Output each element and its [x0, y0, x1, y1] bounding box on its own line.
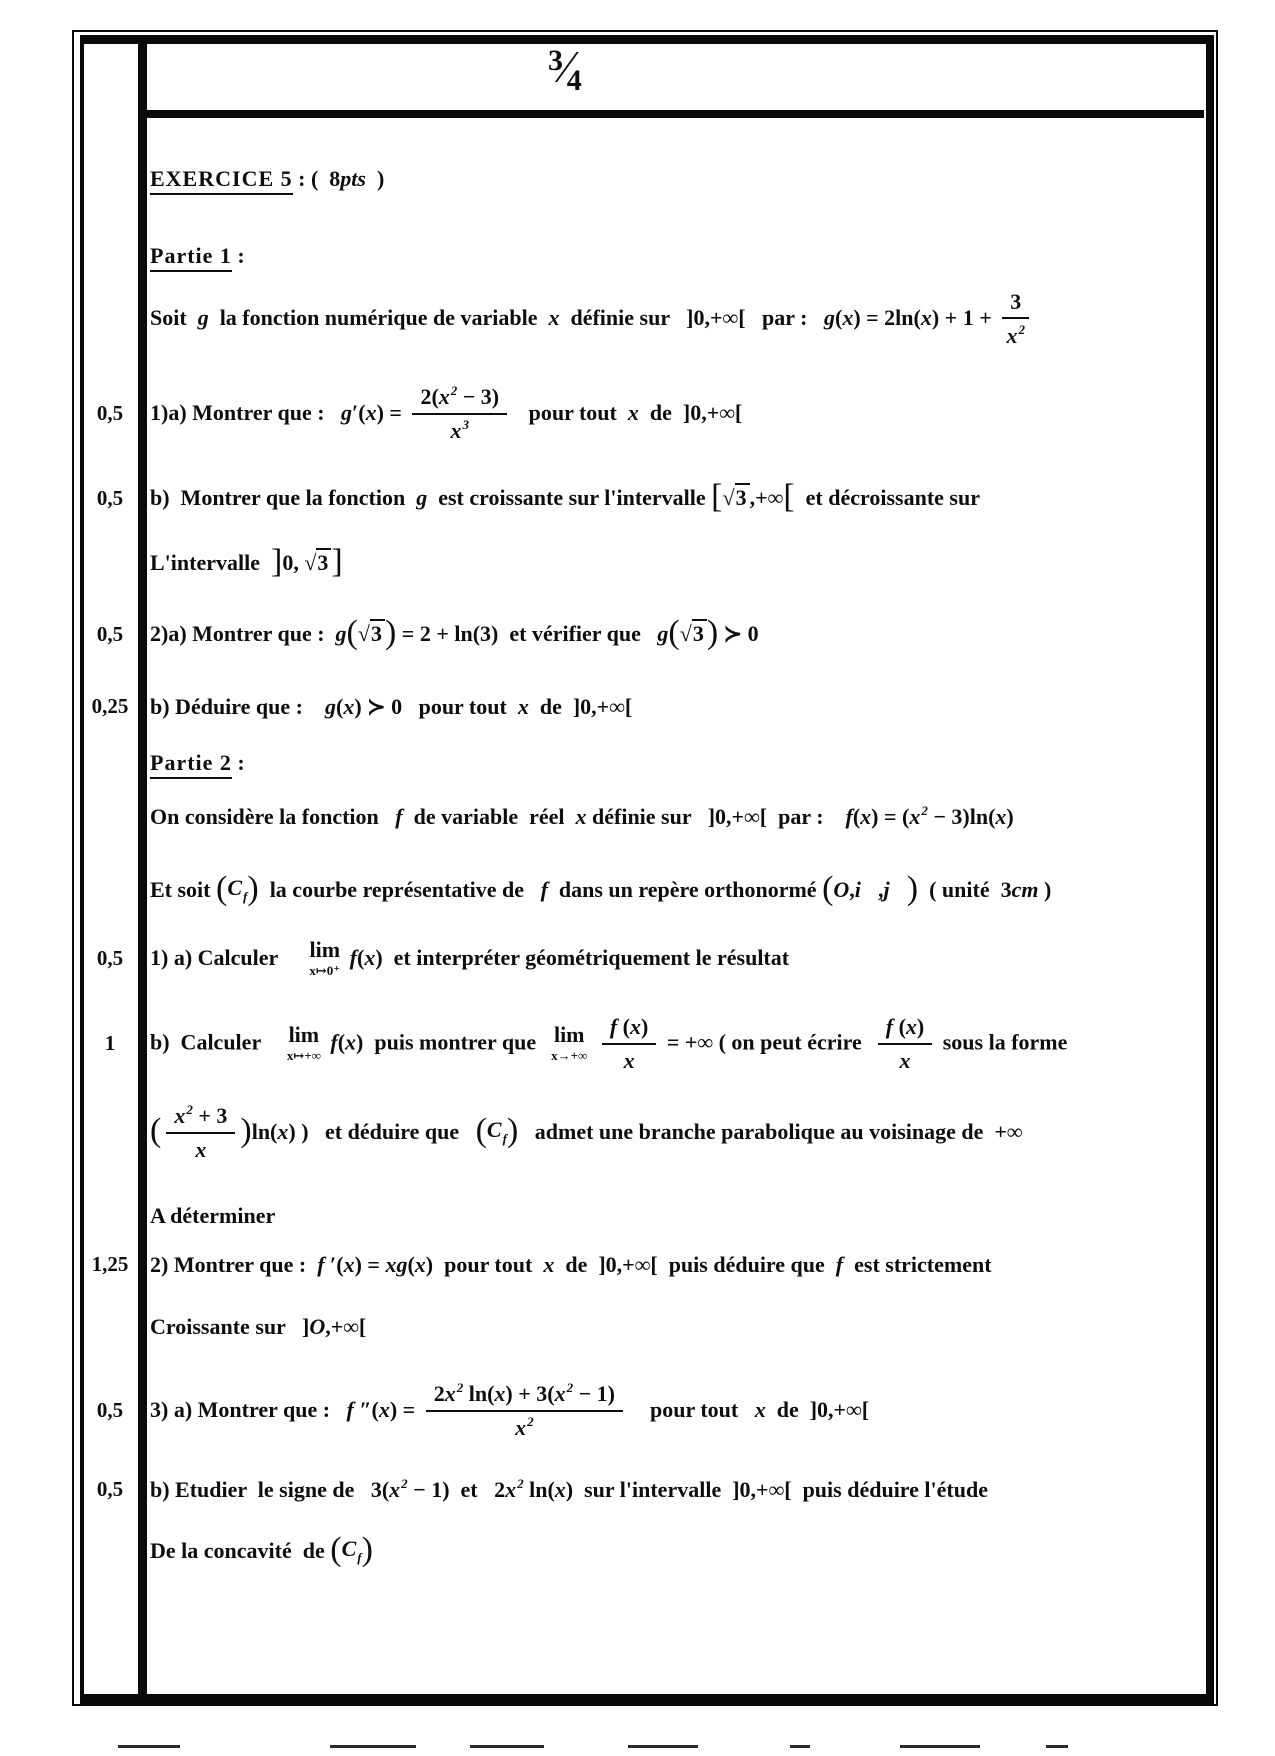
math-power: $x^3$ [450, 416, 470, 443]
text-segment: de ]0,+∞[ [528, 693, 633, 719]
numerator [602, 1012, 656, 1044]
text-segment: ) ) et déduire que [288, 1119, 476, 1144]
big-paren: ) [361, 1531, 373, 1568]
math-variable: x [627, 400, 639, 425]
math-variable: O [833, 877, 850, 902]
row-content [150, 1475, 988, 1503]
row-content [150, 1312, 366, 1340]
underlined-heading: Partie 1 [150, 243, 232, 272]
math-variable: f [330, 1030, 338, 1055]
math-power: $x^2$ [515, 1413, 534, 1440]
text-segment: ) [1006, 803, 1014, 829]
math-power: $x^2$ [554, 1380, 574, 1407]
row-content [150, 287, 1034, 349]
q2a-row [82, 609, 1204, 659]
row-content [150, 543, 343, 580]
text-segment: ( [852, 803, 861, 829]
math-variable: x [842, 305, 854, 330]
limit [551, 1024, 587, 1062]
text-segment: Et soit [150, 877, 216, 902]
numerator [166, 1101, 235, 1134]
row-content [150, 382, 742, 444]
superscript: 2 [566, 1380, 574, 1396]
math-variable: f [349, 945, 357, 970]
big-paren: ( [216, 870, 228, 907]
math-variable: x [195, 1136, 207, 1162]
score-value: 0,5 [96, 1476, 124, 1501]
text-segment: ln( [463, 1380, 495, 1406]
row-content [150, 1012, 1067, 1073]
superscript: 2 [401, 1476, 408, 1492]
text-segment: admet une branche parabolique au voisinage de +∞ [518, 1119, 1023, 1144]
text-segment: ) ≻ 0 pour tout [354, 693, 518, 719]
math-variable: g [823, 305, 835, 330]
text-segment: pour tout [512, 400, 628, 425]
math-variable: x [905, 1014, 917, 1040]
lim-subscript: x↦0⁺ [309, 963, 341, 978]
q1b-continuation-row [82, 538, 1204, 588]
math-subscripted: $C_f$ [341, 1536, 362, 1565]
math-variable: x [364, 945, 376, 970]
fraction [166, 1101, 235, 1163]
a-determiner-row [82, 1193, 1204, 1237]
text-segment: ) = ( [871, 803, 910, 829]
scan-artifact-dash [330, 1745, 416, 1748]
scan-artifact-dash [470, 1745, 544, 1748]
superscript: 3 [462, 416, 470, 432]
math-variable: x [575, 803, 587, 829]
p2-q2-row [82, 1242, 1204, 1286]
math-variable: x [365, 400, 377, 425]
big-paren: ) [240, 1112, 252, 1149]
page-number [548, 41, 582, 97]
big-paren: [ [783, 478, 795, 515]
text-segment: 2 [433, 1380, 445, 1406]
fraction [426, 1379, 623, 1441]
math-subscripted: $C_f$ [486, 1117, 507, 1146]
sqrt-argument: 3 [735, 483, 750, 510]
denominator [602, 1045, 656, 1074]
math-variable: f [540, 877, 548, 902]
text-segment: de ]0,+∞[ puis déduire que [554, 1251, 836, 1277]
big-paren: ) [506, 1112, 519, 1149]
text-segment: sous la forme [937, 1030, 1068, 1055]
score-value: 0,5 [96, 1397, 124, 1422]
curve-definition-row [82, 866, 1204, 914]
math-power: $x^2$ [438, 383, 458, 410]
superscript: 2 [456, 1380, 464, 1396]
text-segment: = +∞ ( on peut écrire [661, 1030, 873, 1055]
math-variable: x [754, 1397, 766, 1422]
lim-subscript: x→+∞ [551, 1048, 588, 1063]
text-segment: ) [365, 165, 385, 191]
text-segment: la fonction numérique de variable [208, 305, 549, 330]
math-variable: x [995, 803, 1007, 829]
sqrt: √3 [358, 619, 385, 646]
math-variable: x [345, 1030, 357, 1055]
score-value: 0,5 [96, 945, 124, 970]
lim-word: lim [553, 1022, 585, 1047]
text-segment: ( [834, 305, 843, 330]
sqrt: √3 [680, 619, 707, 646]
row-content [150, 1201, 275, 1229]
text-segment: − 1) [573, 1380, 615, 1406]
scan-artifact-dash [900, 1745, 980, 1748]
fraction-slash: ⁄ [563, 41, 567, 92]
score-value: 1,25 [91, 1251, 129, 1276]
big-paren: ( [150, 1112, 162, 1149]
math-power: $x^2$ [909, 803, 928, 830]
math-variable: f [395, 803, 403, 829]
denominator [166, 1134, 235, 1163]
math-power: $x^2$ [444, 1380, 464, 1407]
math-variable: g [197, 305, 209, 330]
text-segment: = 2 + ln(3) et vérifier que [396, 621, 658, 646]
math-variable: g [335, 621, 347, 646]
text-segment: − 3)ln( [927, 803, 996, 829]
math-variable: g [416, 485, 428, 510]
p2-q3b-row [82, 1467, 1204, 1511]
text-segment: : [231, 242, 245, 268]
scan-artifact-dash [790, 1745, 810, 1748]
text-segment: dans un repère orthonormé [547, 877, 823, 902]
subscript: f [243, 889, 248, 904]
text-segment: 3 [1010, 288, 1022, 314]
fraction [1002, 287, 1029, 349]
superscript: 2 [527, 1413, 534, 1429]
math-variable: x [920, 305, 932, 330]
q1a-row [82, 365, 1204, 461]
q1b-row [82, 476, 1204, 520]
underlined-heading: Partie 2 [150, 750, 232, 779]
text-segment: Soit [150, 305, 198, 330]
math-variable: x [629, 1014, 641, 1040]
text-segment: ) = [354, 1251, 386, 1277]
text-segment: de ]0,+∞[ [765, 1397, 870, 1422]
score-value: 0,25 [91, 693, 129, 718]
superscript: 2 [921, 803, 928, 819]
text-segment: et décroissante sur [794, 485, 980, 510]
row-content [150, 939, 789, 977]
math-variable: xg [385, 1251, 408, 1277]
fraction [602, 1012, 656, 1073]
math-variable: cm [1011, 877, 1039, 902]
p2-q1b-row [82, 998, 1204, 1088]
text-segment: ,+∞ [749, 485, 784, 510]
text-segment: ) + 3( [505, 1380, 555, 1406]
text-segment [591, 1030, 597, 1055]
limit [287, 1024, 321, 1062]
math-variable: x [899, 1047, 911, 1073]
row-content [150, 1250, 992, 1278]
text-segment: définie sur ]0,+∞[ par : [559, 305, 824, 330]
math-variable: i⃗ [854, 877, 879, 902]
text-segment: ( [336, 693, 344, 719]
big-paren: ( [822, 870, 834, 907]
text-segment: b) Etudier le signe de 3( [150, 1476, 390, 1502]
text-segment: ) [916, 1014, 925, 1040]
denominator [878, 1045, 932, 1074]
text-segment: 1) a) Calculer [150, 945, 306, 970]
math-variable: x [494, 1380, 506, 1406]
superscript: 2 [517, 1476, 524, 1492]
big-paren: ( [475, 1112, 487, 1149]
text-segment: ≻ 0 [718, 621, 759, 646]
p2-q3a-row [82, 1362, 1204, 1458]
math-variable: g [325, 693, 336, 719]
text-segment: ) et interpréter géométriquement le résultat [375, 945, 790, 970]
text-segment: ) puis montrer que [356, 1030, 548, 1055]
text-segment: + 3 [192, 1102, 228, 1128]
p2-q1a-row [82, 934, 1204, 982]
row-content [150, 870, 1052, 907]
math-variable: f [346, 1397, 354, 1422]
math-variable: x [860, 803, 872, 829]
math-variable: x [543, 1251, 555, 1277]
text-segment: ln( [251, 1119, 278, 1144]
text-segment: On considère la fonction [150, 803, 396, 829]
score-value: 0,5 [96, 485, 124, 510]
text-segment: A déterminer [150, 1202, 276, 1228]
text-segment: ( [893, 1014, 906, 1040]
text-segment: 3) a) Montrer que : [150, 1397, 347, 1422]
text-segment: est strictement [843, 1251, 992, 1277]
text-segment: ( [337, 1030, 346, 1055]
big-paren: ) [906, 870, 919, 907]
big-paren: ( [330, 1531, 342, 1568]
text-segment: ) + 1 + [931, 305, 998, 330]
exercise-heading-row [82, 156, 1204, 200]
text-segment: ln( [523, 1476, 555, 1502]
text-segment: ) = 2ln( [853, 305, 921, 330]
big-paren: ) [384, 614, 397, 651]
score-value: 0,5 [96, 621, 124, 646]
text-segment: Croissante sur ] [150, 1313, 310, 1339]
sqrt: √3 [723, 483, 750, 510]
math-variable: x [343, 1251, 355, 1277]
lim-subscript: x↦+∞ [286, 1048, 321, 1063]
denominator [412, 415, 507, 445]
big-paren: ) [706, 614, 719, 651]
fraction [412, 382, 507, 444]
fraction [878, 1012, 932, 1073]
superscript: 2 [1018, 321, 1026, 337]
row-content [150, 1531, 373, 1568]
scan-artifact-dash [118, 1745, 180, 1748]
math-variable: f [885, 1014, 894, 1040]
row-content [150, 1379, 869, 1441]
text-segment: 2)a) Montrer que : [150, 621, 336, 646]
math-variable: f [609, 1014, 618, 1040]
text-segment: − 1) et 2 [407, 1476, 506, 1502]
score-value: 1 [104, 1030, 116, 1055]
big-paren: ( [346, 614, 358, 651]
text-segment: De la concavité de [150, 1538, 331, 1563]
score-value: 0,5 [96, 400, 124, 425]
text-segment: , [878, 877, 884, 902]
text-segment: ( [357, 945, 365, 970]
p2-q1b-continuation-row [82, 1087, 1204, 1177]
page-number-numerator: 3 [548, 44, 563, 77]
text-segment: b) Déduire que : [150, 693, 325, 719]
subscript: f [502, 1131, 507, 1146]
big-paren: ( [668, 614, 680, 651]
superscript: 2 [450, 383, 458, 399]
math-variable: x [548, 305, 560, 330]
page-number-denominator: 4 [566, 64, 582, 97]
numerator [878, 1012, 932, 1044]
p2-q2-continuation-row [82, 1304, 1204, 1348]
row-content [150, 241, 245, 269]
sqrt: √3 [304, 548, 331, 575]
row-content [150, 1101, 1023, 1163]
numerator [426, 1379, 623, 1412]
partie-2-heading-row [82, 740, 1204, 784]
text-segment: ( unité 3 [918, 877, 1012, 902]
math-variable: j⃗ [883, 877, 907, 902]
text-segment: ′( [352, 400, 366, 425]
sqrt-argument: 3 [692, 619, 707, 646]
text-segment: de variable réel [402, 803, 576, 829]
superscript: 2 [186, 1102, 193, 1118]
text-segment: définie sur ]0,+∞[ par : [586, 803, 846, 829]
math-variable: x [378, 1397, 390, 1422]
math-variable: O [309, 1313, 326, 1339]
text-segment: ) [640, 1014, 649, 1040]
function-f-definition-row [82, 794, 1204, 838]
math-variable: g [657, 621, 669, 646]
text-segment: ( [407, 1251, 415, 1277]
text-segment: ) = [389, 1397, 421, 1422]
big-paren: ] [331, 543, 343, 580]
math-variable: pts [340, 165, 366, 191]
text-segment: ,+∞[ [325, 1313, 367, 1339]
text-segment: , [849, 877, 855, 902]
q2b-row [82, 684, 1204, 728]
math-subscripted: $C_f$ [227, 875, 248, 904]
text-segment: b) Calculer [150, 1030, 283, 1055]
lim-word: lim [309, 937, 341, 962]
text-segment: ) = [376, 400, 408, 425]
text-segment: 2) Montrer que : [150, 1251, 318, 1277]
text-segment: pour tout [628, 1397, 755, 1422]
big-paren: [ [711, 478, 723, 515]
limit [309, 939, 340, 977]
text-segment: L'intervalle [150, 550, 271, 575]
sqrt-argument: 3 [316, 548, 331, 575]
row-content [150, 748, 245, 776]
scan-artifact-dash [1046, 1745, 1068, 1748]
p2-q3b-continuation-row [82, 1527, 1204, 1575]
text-segment: 1)a) Montrer que : [150, 400, 342, 425]
subscript: f [357, 1550, 362, 1565]
math-power: $x^2$ [505, 1476, 524, 1503]
text-segment: : [231, 749, 245, 775]
math-variable: x [414, 1251, 426, 1277]
row-content [150, 164, 384, 192]
row-content [150, 478, 980, 515]
text-segment: de ]0,+∞[ [638, 400, 743, 425]
text-segment: ( [617, 1014, 630, 1040]
scan-artifact-dash [628, 1745, 698, 1748]
math-power: $x^2$ [174, 1102, 193, 1129]
math-variable: f [845, 803, 853, 829]
function-g-definition-row [82, 276, 1204, 360]
math-power: $x^2$ [389, 1476, 408, 1503]
text-segment: ″( [353, 1397, 379, 1422]
lim-word: lim [288, 1022, 320, 1047]
text-segment: 2( [420, 383, 439, 409]
row-content [150, 802, 1014, 830]
math-variable: g [341, 400, 353, 425]
underlined-heading: EXERCICE 5 [150, 166, 293, 195]
text-segment: est croissante sur l'intervalle [427, 485, 712, 510]
header-rule [147, 110, 1204, 118]
text-segment: − 3) [457, 383, 500, 409]
denominator [426, 1412, 623, 1442]
numerator [412, 382, 507, 415]
math-variable: x [554, 1476, 566, 1502]
text-segment: ) [1038, 877, 1052, 902]
math-variable: f [835, 1251, 844, 1277]
text-segment: 0, [282, 550, 305, 575]
math-variable: x [343, 693, 355, 719]
big-paren: ) [247, 870, 259, 907]
text-segment: : ( 8 [292, 165, 341, 191]
row-content [150, 614, 759, 651]
math-variable: x [277, 1119, 289, 1144]
denominator [1002, 319, 1029, 349]
math-power: $x^2$ [1006, 321, 1026, 348]
text-segment: ) sur l'intervalle ]0,+∞[ puis déduire l'étude [565, 1476, 988, 1502]
big-paren: ] [270, 543, 283, 580]
row-content [150, 692, 632, 720]
sqrt-argument: 3 [370, 619, 385, 646]
math-variable: x [517, 693, 529, 719]
math-variable: f [317, 1251, 325, 1277]
text-segment: la courbe représentative de [258, 877, 541, 902]
partie-1-heading-row [82, 233, 1204, 277]
numerator [1002, 287, 1029, 319]
text-segment: b) Montrer que la fonction [150, 485, 417, 510]
math-variable: x [623, 1047, 635, 1073]
text-segment: ) pour tout [425, 1251, 544, 1277]
text-segment: ′( [324, 1251, 344, 1277]
